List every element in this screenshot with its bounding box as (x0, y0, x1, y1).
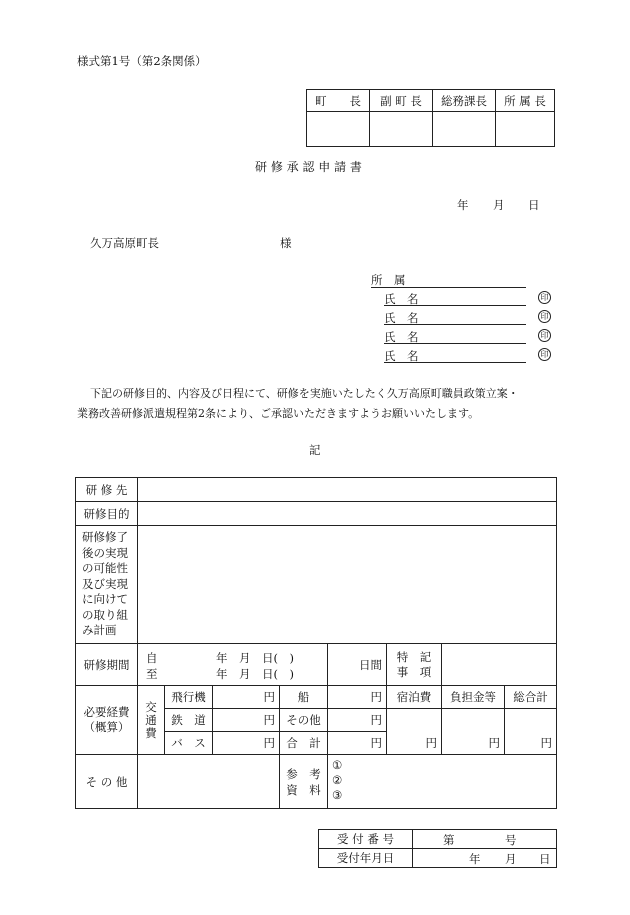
special-notes-field[interactable] (442, 644, 557, 686)
period-to-ymd: 年 月 日( ) (216, 667, 294, 681)
seal-icon: 印 (538, 310, 551, 323)
plane-label: 飛行機 (165, 686, 213, 709)
affiliation-label: 所 属 (371, 273, 406, 287)
period-label: 研修期間 (76, 644, 138, 686)
bus-label: バ ス (165, 732, 213, 755)
other-field[interactable] (138, 755, 280, 809)
seal-icon: 印 (538, 329, 551, 342)
date-day: 日 (528, 198, 540, 212)
share-label: 負担金等 (442, 686, 505, 709)
ki-marker: 記 (309, 443, 321, 457)
plane-amount[interactable]: 円 (213, 686, 280, 709)
name-line[interactable] (384, 305, 526, 306)
approval-table (306, 89, 555, 147)
mokuteki-label: 研修目的 (76, 502, 138, 526)
name-label: 氏 名 (384, 311, 419, 325)
reference-item: ① (332, 758, 343, 772)
period-days[interactable]: 日間 (328, 644, 387, 686)
special-notes-label: 特 記 事 項 (387, 644, 442, 686)
railway-amount[interactable]: 円 (213, 709, 280, 732)
seal-icon: 印 (538, 348, 551, 361)
body-text-line-2: 業務改善研修派遣規程第2条により、ご承認いただきますようお願いいたします。 (77, 407, 480, 420)
kenshusaki-field[interactable] (138, 478, 557, 502)
period-from-ymd: 年 月 日( ) (216, 651, 294, 665)
share-amount[interactable]: 円 (442, 709, 505, 755)
reference-item: ③ (332, 788, 343, 802)
period-to: 至 (146, 667, 158, 681)
affiliation-line[interactable] (371, 287, 526, 288)
name-label: 氏 名 (384, 330, 419, 344)
name-line[interactable] (384, 362, 526, 363)
receipt-year: 年 (469, 852, 481, 866)
receipt-date-field[interactable] (413, 849, 557, 868)
name-line[interactable] (384, 343, 526, 344)
addressee-name: 久万高原町長 (90, 236, 159, 250)
plan-field[interactable] (138, 526, 557, 644)
period-from: 自 (146, 651, 158, 665)
form-number: 様式第1号（第2条関係） (77, 54, 207, 68)
reference-item: ② (332, 773, 343, 787)
mokuteki-field[interactable] (138, 502, 557, 526)
other-label: そ の 他 (76, 755, 138, 809)
receipt-number-label: 受 付 番 号 (319, 830, 413, 849)
name-label: 氏 名 (384, 292, 419, 306)
document-title: 研 修 承 認 申 請 書 (255, 160, 362, 174)
lodging-amount[interactable]: 円 (387, 709, 442, 755)
grand-total-label: 総合計 (505, 686, 557, 709)
total-amount[interactable]: 円 (328, 732, 387, 755)
seal-icon: 印 (538, 291, 551, 304)
date-year: 年 (457, 198, 469, 212)
receipt-month: 月 (505, 852, 517, 866)
other-transport-amount[interactable]: 円 (328, 709, 387, 732)
date-month: 月 (493, 198, 505, 212)
approval-header-department-head: 所 属 長 (496, 90, 555, 112)
approval-stamp-cell[interactable] (496, 112, 555, 147)
receipt-table (318, 829, 557, 868)
transport-label: 交 通 費 (138, 686, 165, 755)
approval-stamp-cell[interactable] (370, 112, 433, 147)
receipt-day: 日 (539, 852, 551, 866)
reference-label: 参 考 資 料 (280, 755, 328, 809)
approval-header-mayor: 町 長 (307, 90, 370, 112)
approval-stamp-cell[interactable] (433, 112, 496, 147)
ship-amount[interactable]: 円 (328, 686, 387, 709)
reference-field[interactable] (328, 755, 557, 809)
period-dates[interactable] (138, 644, 328, 686)
bus-amount[interactable]: 円 (213, 732, 280, 755)
receipt-go: 号 (505, 833, 517, 847)
name-line[interactable] (384, 324, 526, 325)
main-form-table (75, 477, 557, 809)
receipt-dai: 第 (443, 833, 455, 847)
ship-label: 船 (280, 686, 328, 709)
approval-header-deputy-mayor: 副 町 長 (370, 90, 433, 112)
plan-label: 研修修了 後の実現 の可能性 及び実現 に向けて の取り組 み計画 (76, 526, 138, 644)
total-label: 合 計 (280, 732, 328, 755)
lodging-label: 宿泊費 (387, 686, 442, 709)
grand-total-amount[interactable]: 円 (505, 709, 557, 755)
costs-label: 必要経費 （概算） (76, 686, 138, 755)
kenshusaki-label: 研 修 先 (76, 478, 138, 502)
approval-header-general-affairs: 総務課長 (433, 90, 496, 112)
approval-stamp-cell[interactable] (307, 112, 370, 147)
railway-label: 鉄 道 (165, 709, 213, 732)
receipt-date-label: 受付年月日 (319, 849, 413, 868)
receipt-number-field[interactable] (413, 830, 557, 849)
addressee-honorific: 様 (280, 236, 292, 250)
other-transport-label: その他 (280, 709, 328, 732)
body-text-line-1: 下記の研修目的、内容及び日程にて、研修を実施いたしたく久万高原町職員政策立案・ (90, 387, 519, 400)
name-label: 氏 名 (384, 349, 419, 363)
